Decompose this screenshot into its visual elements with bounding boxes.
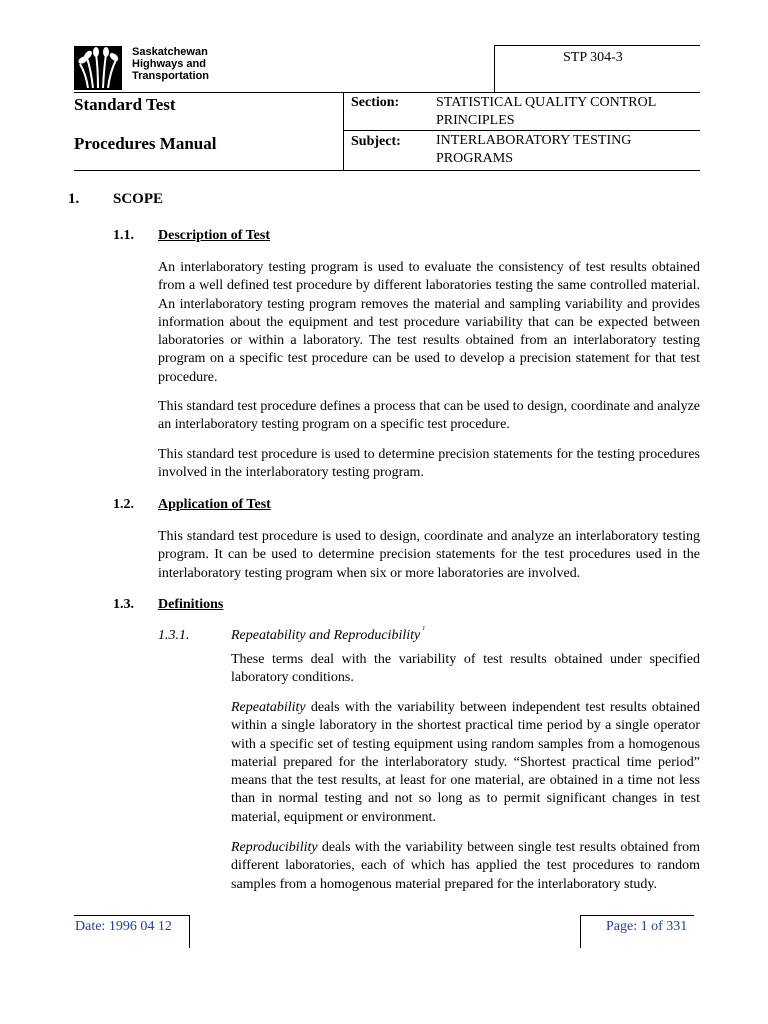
subsection-1-3-title: Definitions [158,597,224,612]
header-rule-docnum-left [494,45,495,92]
paragraph-1-2: This standard test procedure is used to design, coordinate and analyze an interlaboratory testing program. It can be used to determine precision statements for the test procedures used in the interlaboratory testing program when six or more laboratories are involved. [158,529,700,581]
footer-rule-page-side [580,915,581,948]
section-label: Section: [351,95,400,110]
header-rule-bottom [74,170,700,171]
section-number: 1. [68,191,80,207]
subsection-1-3-1-title-text: Repeatability and Reproducibility [231,628,421,643]
paragraph-1-3-c [231,839,700,894]
header-rule-divider [343,92,344,170]
subsection-1-1-number: 1.1. [113,228,134,243]
paragraph-1-3-a: These terms deal with the variability of test results obtained under specified laboratory conditions. [231,652,700,686]
subsection-1-2-number: 1.2. [113,497,134,512]
subsection-1-1-title: Description of Test [158,228,270,243]
manual-title-line-2: Procedures Manual [74,134,217,153]
paragraph-1-1-c: This standard test procedure is used to determine precision statements for the testing procedures involved in the interlaboratory testing program. [158,447,700,481]
paragraph-1-1-a: An interlaboratory testing program is used to evaluate the consistency of test results obtained from a well defined test procedure by different laboratories testing the same controlled material. An interlaboratory testing program removes the material and sampling variability and provides information about the equipment and test procedure variability that can be expected between laboratories or within a laboratory. The test results obtained from an interlaboratory testing program on a specific test procedure can be used to develop a precision statement for that test procedure. [158,260,700,385]
document-number: STP 304-3 [563,50,623,65]
sht-logo-icon [74,46,122,90]
term-reproducibility: Reproducibility [231,840,318,855]
footer-page-number: Page: 1 of 331 [606,919,688,934]
section-title: SCOPE [113,191,164,207]
org-line-1: Saskatchewan [132,46,208,58]
paragraph-1-3-b [231,699,700,827]
subject-value-line-2: PROGRAMS [436,151,514,166]
org-line-3: Transportation [132,70,210,82]
org-line-2: Highways and [132,58,206,70]
header-rule-top [494,45,700,46]
subsection-1-3-number: 1.3. [113,597,134,612]
subsection-1-3-1-number: 1.3.1. [158,628,190,643]
section-value-line-2: PRINCIPLES [436,113,515,128]
manual-title-line-1: Standard Test [74,95,176,114]
subject-label: Subject: [351,134,401,149]
paragraph-1-3-c-text: deals with the variability between single test results obtained from different laboratories, each of which has applied the test procedures to random samples from a homogenous material prepared for the interlaboratory study. [231,840,700,892]
organization-name [132,46,209,82]
header-rule-mid [74,92,700,93]
section-value [436,94,656,130]
paragraph-1-3-b-text: deals with the variability between independent test results obtained within a single laboratory in the shortest practical time period by a single operator with a specific set of testing equipment using random samples from a homogenous material prepared for the interlaboratory study. “Shortest practical time period” means that the test results, at least for one material, are obtained in a time not less than in normal testing and not so long as to permit significant changes in test material, equipment or environment. [231,700,700,825]
footer-rule-page-top [580,915,694,916]
footer-rule-date-side [189,915,190,948]
section-value-line-1: STATISTICAL QUALITY CONTROL [436,95,657,110]
term-repeatability: Repeatability [231,700,306,715]
subject-value-line-1: INTERLABORATORY TESTING [436,133,632,148]
paragraph-1-1-b: This standard test procedure defines a process that can be used to design, coordinate and analyze an interlaboratory testing program on a specific test procedure. [158,399,700,433]
subsection-1-2-title: Application of Test [158,497,271,512]
subject-value [436,132,631,168]
subsection-1-3-1-title [231,628,425,644]
header-rule-section [343,130,700,131]
footer-rule-date-top [74,915,190,916]
footer-date: Date: 1996 04 12 [75,919,172,934]
footnote-mark: 1 [422,626,426,632]
